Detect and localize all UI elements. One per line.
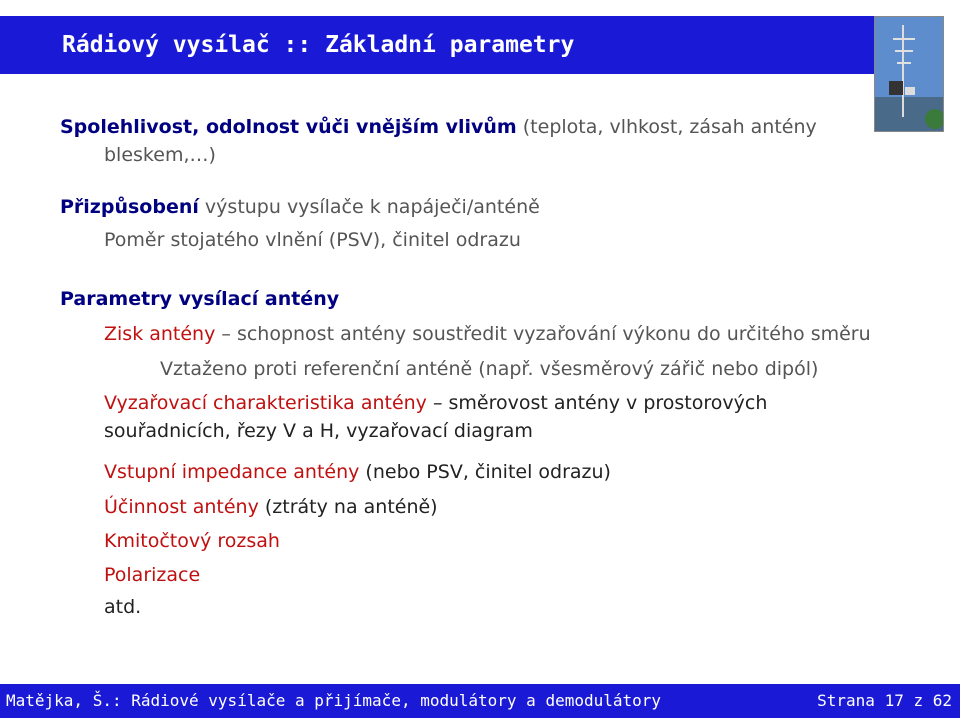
- page-title: Rádiový vysílač :: Základní parametry: [62, 32, 575, 58]
- etc-text: atd.: [104, 596, 142, 618]
- matching-heading: Přizpůsobení: [60, 196, 199, 218]
- efficiency-term: Účinnost antény: [104, 496, 259, 518]
- gain-reference: Vztaženo proti referenční anténě (např. všesměrový zářič nebo dipól): [160, 358, 819, 380]
- matching-text: výstupu vysílače k napáječi/anténě: [198, 196, 540, 218]
- polarization-term: Polarizace: [104, 564, 201, 586]
- reliability-text: (teplota, vlhkost, zásah antény: [516, 116, 817, 138]
- impedance-term: Vstupní impedance antény: [104, 461, 360, 483]
- footer-citation: Matějka, Š.: Rádiové vysílače a přijímače, modulátory a demodulátory: [6, 691, 662, 710]
- pattern-continuation: souřadnicích, řezy V a H, vyzařovací diagram: [104, 420, 533, 442]
- impedance-line: [104, 461, 611, 483]
- antenna-heading: Parametry vysílací antény: [60, 288, 340, 310]
- bandwidth-term: Kmitočtový rozsah: [104, 530, 280, 552]
- impedance-description: (nebo PSV, činitel odrazu): [359, 461, 611, 483]
- reliability-continuation: bleskem,…): [104, 144, 216, 166]
- gain-line: [104, 323, 871, 345]
- efficiency-description: (ztráty na anténě): [258, 496, 438, 518]
- footer-bar: [0, 684, 960, 718]
- pattern-line: [104, 392, 767, 414]
- reliability-line: [60, 116, 817, 138]
- matching-subitem: Poměr stojatého vlnění (PSV), činitel odrazu: [104, 229, 521, 251]
- page-number: Strana 17 z 62: [817, 691, 952, 710]
- matching-line: [60, 196, 540, 218]
- reliability-heading: Spolehlivost, odolnost vůči vnějším vlivům: [60, 116, 517, 138]
- pattern-term: Vyzařovací charakteristika antény: [104, 392, 427, 414]
- gain-description: – schopnost antény soustředit vyzařování výkonu do určitého směru: [215, 323, 871, 345]
- gain-term: Zisk antény: [104, 323, 216, 345]
- pattern-description: – směrovost antény v prostorových: [426, 392, 768, 414]
- efficiency-line: [104, 496, 438, 518]
